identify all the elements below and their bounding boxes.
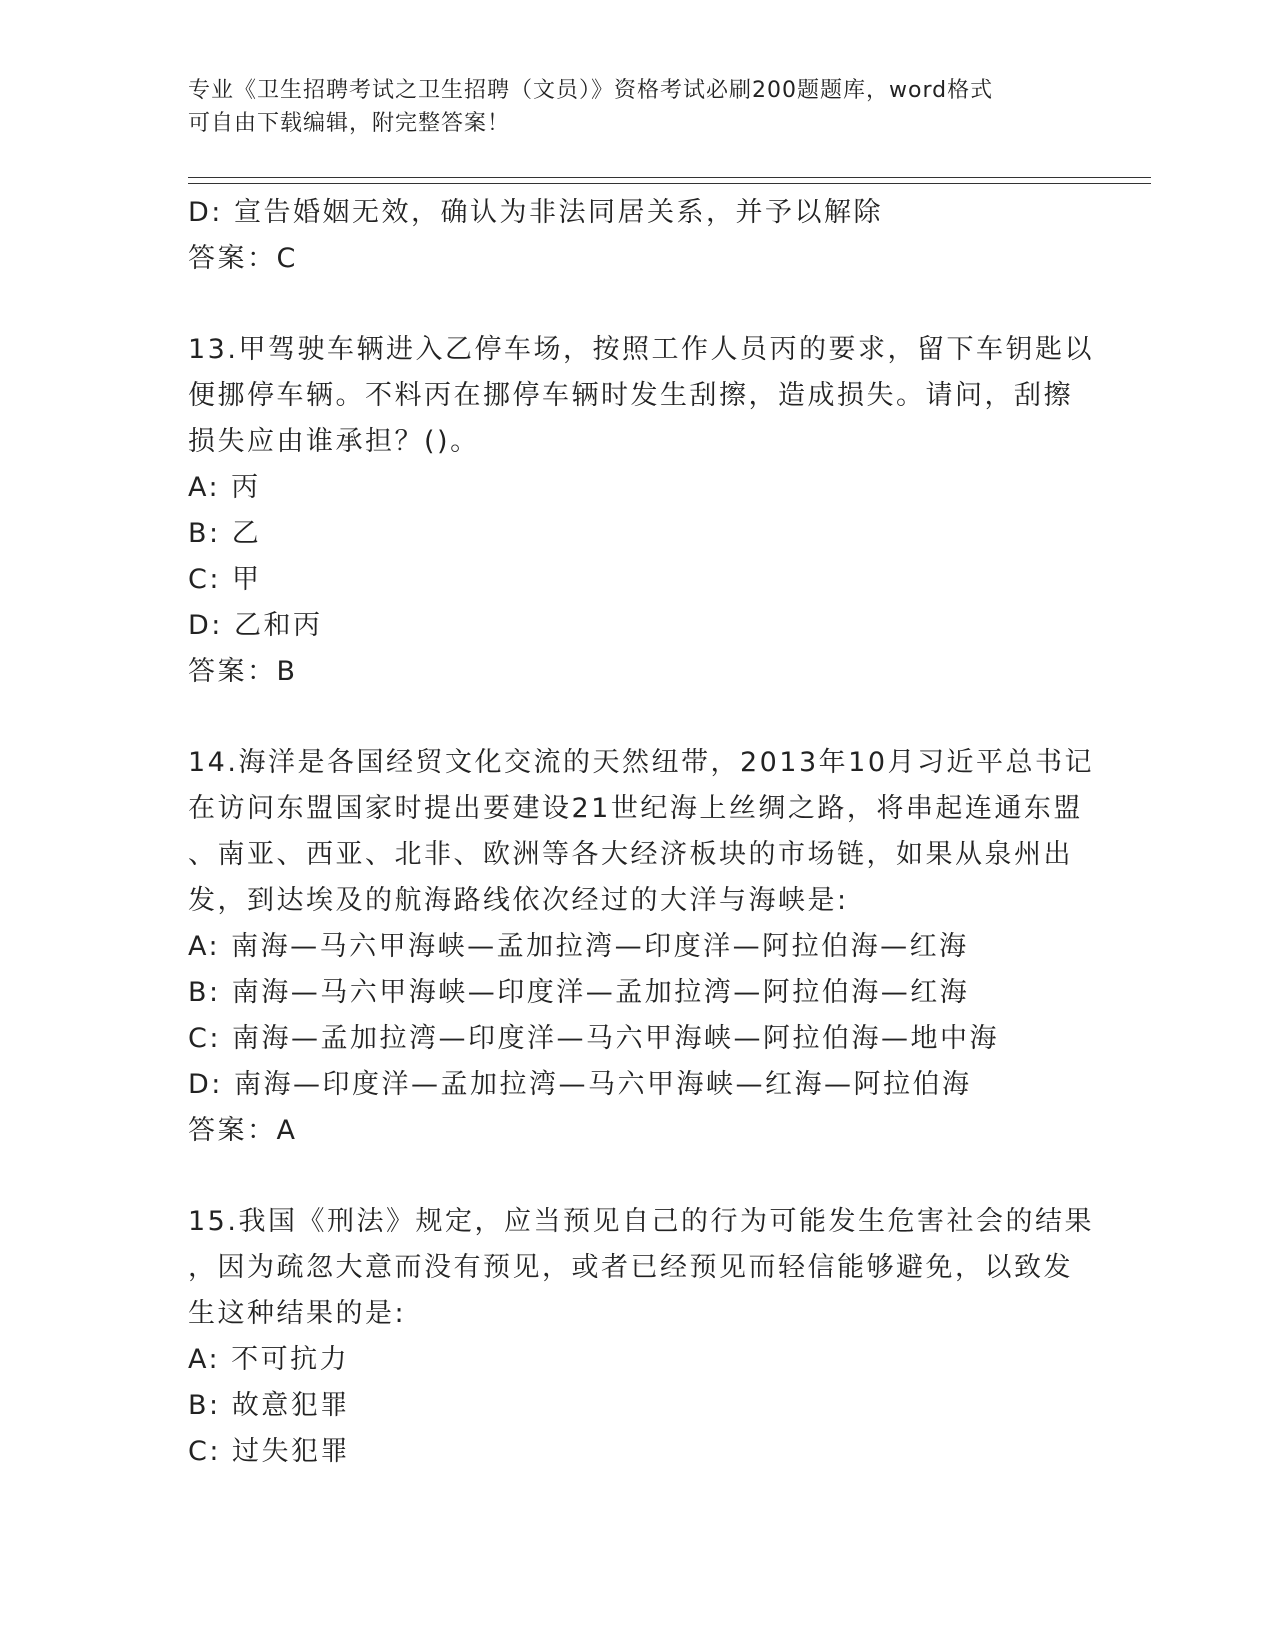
option-c: C: 南海—孟加拉湾—印度洋—马六甲海峡—阿拉伯海—地中海 (188, 1023, 1000, 1054)
question-text-line: 损失应由谁承担？()。 (188, 426, 480, 457)
option-a: A: 丙 (188, 472, 261, 503)
option-b: B: 故意犯罪 (188, 1390, 350, 1421)
question-text-line: 生这种结果的是: (188, 1298, 407, 1329)
spacer (188, 1154, 1088, 1199)
page-header (188, 74, 1068, 140)
option-b: B: 乙 (188, 518, 262, 549)
option-d: D: 乙和丙 (188, 610, 323, 641)
header-divider-bottom (188, 183, 1151, 184)
question-text-line: 在访问东盟国家时提出要建设21世纪海上丝绸之路，将串起连通东盟 (188, 793, 1083, 824)
header-divider-top (188, 177, 1151, 178)
question-text-line: 、南亚、西亚、北非、欧洲等各大经济板块的市场链，如果从泉州出 (188, 839, 1073, 870)
document-body (188, 190, 1095, 1475)
question-block (188, 1199, 1094, 1475)
option-a: A: 不可抗力 (188, 1344, 350, 1375)
option-c: C: 过失犯罪 (188, 1436, 351, 1467)
question-block (188, 740, 1095, 1154)
question-text-line: 13.甲驾驶车辆进入乙停车场，按照工作人员丙的要求，留下车钥匙以 (188, 334, 1094, 365)
question-text-line: 发，到达埃及的航海路线依次经过的大洋与海峡是: (188, 885, 849, 916)
answer-line: 答案：A (188, 1115, 298, 1146)
answer-line: 答案：B (188, 656, 298, 687)
option-d: D: 宣告婚姻无效，确认为非法同居关系，并予以解除 (188, 197, 883, 228)
option-c: C: 甲 (188, 564, 262, 595)
spacer (188, 282, 1088, 327)
question-text-line: 15.我国《刑法》规定，应当预见自己的行为可能发生危害社会的结果 (188, 1206, 1094, 1237)
question-text-line: 便挪停车辆。不料丙在挪停车辆时发生刮擦，造成损失。请问，刮擦 (188, 380, 1073, 411)
question-text-line: ，因为疏忽大意而没有预见，或者已经预见而轻信能够避免，以致发 (188, 1252, 1073, 1283)
option-d: D: 南海—印度洋—孟加拉湾—马六甲海峡—红海—阿拉伯海 (188, 1069, 972, 1100)
spacer (188, 695, 1088, 740)
header-title-line-1: 专业《卫生招聘考试之卫生招聘（文员）》资格考试必刷200题题库，word格式 (188, 78, 994, 103)
question-text-line: 14.海洋是各国经贸文化交流的天然纽带，2013年10月习近平总书记 (188, 747, 1095, 778)
option-b: B: 南海—马六甲海峡—印度洋—孟加拉湾—阿拉伯海—红海 (188, 977, 970, 1008)
header-title-line-2: 可自由下载编辑，附完整答案！ (188, 111, 511, 136)
option-a: A: 南海—马六甲海峡—孟加拉湾—印度洋—阿拉伯海—红海 (188, 931, 969, 962)
question-block (188, 327, 1094, 695)
answer-line: 答案：C (188, 243, 298, 274)
